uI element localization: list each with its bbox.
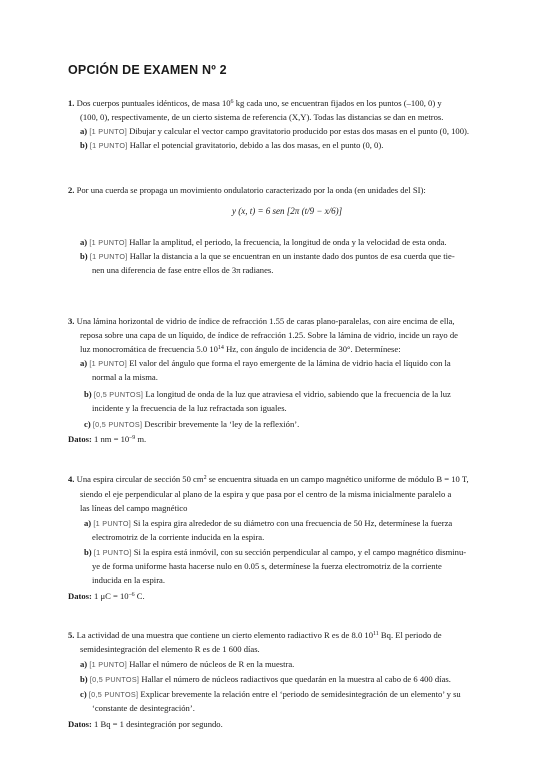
q2-number: 2. — [68, 185, 75, 195]
q3-number: 3. — [68, 316, 75, 326]
q4-a-points: [1 PUNTO] — [93, 519, 132, 528]
q3-datos-unit: m. — [135, 434, 147, 444]
q5-c-text-2: ‘constante de desintegración’. — [92, 703, 195, 713]
q5-line-1 — [68, 630, 442, 641]
q2-wave-equation: y (x, t) = 6 sen [2π (t/9 − x/6)] — [232, 206, 343, 216]
q4-b-points: [1 PUNTO] — [93, 548, 132, 557]
exam-title: OPCIÓN DE EXAMEN Nº 2 — [68, 63, 227, 77]
q5-datos-text: 1 Bq = 1 desintegración por segundo. — [94, 719, 223, 729]
q3-b-label: b) — [84, 389, 92, 399]
q1-b-text: Hallar el potencial gravitatorio, debido a las dos masas, en el punto (0, 0). — [129, 140, 384, 150]
q5-c-label: c) — [80, 689, 87, 699]
q5-text: La actividad de una muestra que contiene un cierto elemento radiactivo R es de 8.0 10 — [76, 630, 373, 640]
q4-datos — [68, 591, 145, 602]
q5-b-label: b) — [80, 674, 88, 684]
q5-part-c — [80, 689, 461, 700]
q3-a-points: [1 PUNTO] — [89, 359, 128, 368]
q2-line-1 — [68, 185, 426, 196]
q5-part-a — [80, 659, 294, 670]
q1-line-2: (100, 0), respectivamente, de un cierto sistema de referencia (X,Y). Todas las distancias se dan en metros. — [80, 112, 444, 122]
q4-b-text-2: ye de forma uniforme hasta hacerse nulo en 0.05 s, determínese la fuerza electromotriz de la corriente — [92, 561, 442, 571]
q2-b-text-2: nen una diferencia de fase entre ellos de 3π radianes. — [92, 265, 274, 275]
q4-datos-exponent: –6 — [128, 592, 135, 598]
q4-datos-label: Datos: — [68, 591, 92, 601]
q5-a-label: a) — [80, 659, 88, 669]
q2-b-points: [1 PUNTO] — [89, 252, 128, 261]
q1-b-label: b) — [80, 140, 88, 150]
q4-b-text-3: inducida en la espira. — [92, 575, 166, 585]
q3-datos-text: 1 nm = 10 — [94, 434, 130, 444]
q5-c-points: [0,5 PUNTOS] — [88, 690, 139, 699]
q3-exponent: 14 — [217, 345, 224, 351]
q5-text-cont: Bq. El periodo de — [378, 630, 442, 640]
q2-b-text: Hallar la distancia a la que se encuentran en un instante dado dos puntos de esa cuerda que tie- — [129, 251, 455, 261]
q4-b-label: b) — [84, 547, 92, 557]
q1-text: Dos cuerpos puntuales idénticos, de masa 10 — [76, 98, 231, 108]
q3-a-text: El valor del ángulo que forma el rayo emergente de la lámina de vidrio hacia el líquido con la — [129, 358, 451, 368]
q3-a-label: a) — [80, 358, 88, 368]
q3-c-label: c) — [84, 419, 91, 429]
q2-b-label: b) — [80, 251, 88, 261]
q3-a-text-2: normal a la misma. — [92, 372, 158, 382]
q5-c-text: Explicar brevemente la relación entre el ‘periodo de semidesintegración de un elemento’ y su — [140, 689, 461, 699]
q3-text: Una lámina horizontal de vidrio de índice de refracción 1.55 de caras plano-paralelas, con aire encima de ella, — [76, 316, 455, 326]
q2-a-points: [1 PUNTO] — [89, 238, 128, 247]
q2-part-b — [80, 251, 455, 262]
q1-a-label: a) — [80, 126, 88, 136]
q1-exponent: 6 — [230, 99, 234, 105]
q5-line-2: semidesintegración del elemento R es de 1 600 días. — [80, 644, 260, 654]
q5-datos — [68, 719, 223, 730]
q5-exponent: 11 — [373, 631, 379, 637]
q5-a-points: [1 PUNTO] — [89, 660, 128, 669]
q3-text-3: luz monocromática de frecuencia 5.0 10 — [80, 344, 218, 354]
q3-text-3-cont: Hz, con ángulo de incidencia de 30°. Determínese: — [223, 344, 401, 354]
q4-number: 4. — [68, 474, 75, 484]
q2-a-text: Hallar la amplitud, el periodo, la frecuencia, la longitud de onda y la velocidad de esta onda. — [129, 237, 447, 247]
q5-number: 5. — [68, 630, 75, 640]
q3-part-b — [84, 389, 451, 400]
q1-number: 1. — [68, 98, 75, 108]
q1-b-points: [1 PUNTO] — [89, 141, 128, 150]
q5-a-text: Hallar el número de núcleos de R en la muestra. — [129, 659, 295, 669]
q4-line-3: las líneas del campo magnético — [80, 503, 188, 513]
q4-a-label: a) — [84, 518, 92, 528]
q3-datos — [68, 434, 146, 445]
q4-exponent: 2 — [203, 475, 207, 481]
q2-a-label: a) — [80, 237, 88, 247]
q3-b-text: La longitud de onda de la luz que atraviesa el vidrio, sabiendo que la frecuencia de la luz — [145, 389, 451, 399]
q3-part-c — [84, 419, 299, 430]
q3-datos-exponent: –9 — [129, 435, 136, 441]
q4-part-a — [84, 518, 452, 529]
q3-datos-label: Datos: — [68, 434, 92, 444]
q1-part-b — [80, 140, 383, 151]
q3-line-2: reposa sobre una capa de un líquido, de índice de refracción 1.25. Sobre la lámina de vidrio, incide un rayo de — [80, 330, 458, 340]
q3-part-a — [80, 358, 451, 369]
q3-b-points: [0,5 PUNTOS] — [93, 390, 144, 399]
q1-a-points: [1 PUNTO] — [89, 127, 128, 136]
q3-b-text-2: incidente y la frecuencia de la luz refractada son iguales. — [92, 403, 287, 413]
q5-part-b — [80, 674, 451, 685]
q3-line-1 — [68, 316, 455, 327]
q4-line-1 — [68, 474, 469, 485]
q3-c-points: [0,5 PUNTOS] — [92, 420, 143, 429]
q5-datos-label: Datos: — [68, 719, 92, 729]
q1-a-text: Dibujar y calcular el vector campo gravitatorio producido por estas dos masas en el punto (0, 100). — [129, 126, 470, 136]
q4-b-text: Si la espira está inmóvil, con su sección perpendicular al campo, y el campo magnético disminu- — [133, 547, 467, 557]
q1-line-1 — [68, 98, 442, 109]
q1-text-cont: kg cada uno, se encuentran fijados en los puntos (–100, 0) y — [233, 98, 442, 108]
q1-part-a — [80, 126, 469, 137]
q4-a-text-2: electromotriz de la corriente inducida en la espira. — [92, 532, 265, 542]
q3-c-text: Describir brevemente la ‘ley de la reflexión’. — [144, 419, 300, 429]
q5-b-text: Hallar el número de núcleos radiactivos que quedarán en la muestra al cabo de 6 400 días. — [141, 674, 451, 684]
q4-datos-unit: C. — [134, 591, 145, 601]
q3-line-3 — [80, 344, 401, 355]
q4-text: Una espira circular de sección 50 cm — [76, 474, 204, 484]
q4-text-cont: se encuentra situada en un campo magnético uniforme de módulo B = 10 T, — [206, 474, 469, 484]
q2-part-a — [80, 237, 447, 248]
q2-text: Por una cuerda se propaga un movimiento ondulatorio caracterizado por la onda (en unidades del SI): — [76, 185, 426, 195]
q4-datos-text: 1 μC = 10 — [94, 591, 129, 601]
q4-line-2: siendo el eje perpendicular al plano de la espira y que pasa por el centro de la misma inicialmente paralelo a — [80, 489, 452, 499]
q4-part-b — [84, 547, 466, 558]
q5-b-points: [0,5 PUNTOS] — [89, 675, 140, 684]
q4-a-text: Si la espira gira alrededor de su diámetro con una frecuencia de 50 Hz, determínese la fuerza — [133, 518, 453, 528]
